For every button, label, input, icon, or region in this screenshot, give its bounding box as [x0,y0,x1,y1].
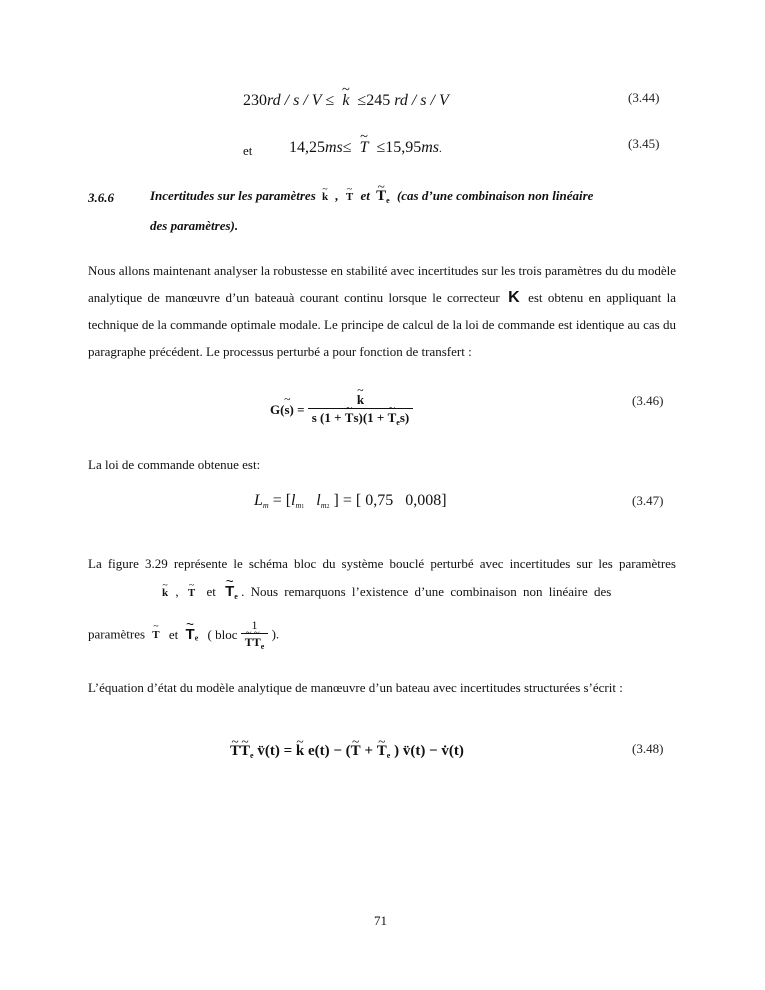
eq346-den-e: s) [399,410,410,425]
p4-fraction [241,618,269,651]
section-title-a: Incertitudes sur les paramètres [150,188,316,203]
p1-text-a: Nous allons maintenant analyser la robustesse en stabilité avec incertitudes sur les trois paramètres du du modèle analytique de manœuvre d’un bateauà courant continu lorsque le correcteur [88,263,676,305]
eq346-den-c: s)(1 + [353,410,388,425]
eq345-le2: ≤ [376,139,386,156]
p3-param-Te-sub: e [234,592,238,601]
eq346-den-a: s (1 + [311,410,345,425]
p1-K: K [508,289,520,306]
eq348-k: ~ k [296,743,304,760]
eq347-l2-sub-2: 2 [326,504,330,510]
eq346-den-T: ~ T [345,410,354,426]
p4-param-Te: ~ T [186,626,195,643]
eq345-var-T: ~ T [360,139,369,157]
eq347-l2-sub [321,501,330,510]
equation-3-48 [230,743,464,760]
eq348-i: ) v̈(t) − v̇(t) [390,743,464,759]
section-title-line2: des paramètres). [150,218,239,233]
section-param-T: ~ T [346,191,353,203]
eq348-c: v̈(t) = [253,743,296,759]
eq345-rhs: 15,95 [385,139,422,156]
p3-params-line [88,583,611,601]
p4-end: ). [271,626,280,642]
paragraph-state-equation: L’équation d’état du modèle analytique de manœuvre d’un bateau avec incertitudes structurées s’écrit : [88,680,623,695]
eq345-prefix: et [243,143,253,158]
eq347-l1: l [291,492,296,509]
eq345-lhs: 14,25 [289,139,325,156]
equation-3-44 [243,92,449,110]
eq346-fraction [308,392,413,427]
p4-denominator [241,633,269,651]
eq347-l2: l [316,492,321,509]
eq345-end: . [439,143,442,155]
p4-text-a: paramètres [88,626,146,642]
section-param-Te-letter: T [376,188,387,204]
equation-number-3-48: (3.48) [632,741,664,756]
p4-param-Te-sub: e [194,633,199,643]
p3-text-a: La figure 3.29 représente le schéma bloc du système bouclé perturbé avec incertitudes sur les paramètres [88,556,676,571]
p4-param-T: ~ T [152,629,159,641]
eq348-Te2: ~ T [377,743,387,760]
paragraph-figure-ref [88,550,676,577]
page-number: 71 [374,913,387,928]
p4-den-sub: e [260,642,265,651]
eq348-T: ~ T [230,743,240,760]
p4-den-Te: ~ T [253,635,261,650]
eq348-Te-sub: e [250,751,254,760]
p4-numerator: 1 [251,618,258,632]
eq344-lhs: 230 [243,92,267,109]
section-param-Te-sub: e [386,196,390,205]
p4-bloc: ( bloc [207,626,238,642]
section-et: et [360,188,370,203]
paragraph-control-law: La loi de commande obtenue est: [88,457,261,472]
eq347-l1-sub-m: m [295,501,302,510]
equation-number-3-46: (3.46) [632,393,664,408]
eq345-unit-lhs: ms [325,139,343,156]
section-number: 3.6.6 [88,190,114,205]
section-title-b: (cas d’une combinaison non linéaire [396,188,594,203]
eq347-mid-a: = [ [272,492,292,509]
equation-3-46 [270,392,413,427]
eq346-den-sub: e [396,418,400,427]
equation-number-3-47: (3.47) [632,493,664,508]
eq344-rhs: 245 [366,92,391,109]
eq347-L-sub: m [262,501,269,510]
eq346-num-k: ~ k [357,392,364,408]
eq346-numerator [308,392,413,408]
p4-line [88,618,279,651]
eq344-var-k: ~ k [342,92,349,110]
p1-text-b: est obtenu en appliquant la technique de la commande optimale modale. Le principe de calcul de la loi de commande est identique au cas du paragraphe précédent. Le processus perturbé a pour fonction de transfert : [88,290,677,359]
p4-et: et [168,626,179,642]
eq348-g: + [360,743,377,759]
eq347-mid-b: ] = [ 0,75 0,008] [333,492,447,509]
p3-param-T: ~ T [188,587,195,599]
eq348-T2: ~ T [351,743,361,760]
eq346-lhs: ~ G(s) = [270,402,305,418]
eq346-denominator [308,408,413,427]
paragraph-robustness [88,257,676,365]
eq344-unit-rhs: rd / s / V [394,92,449,109]
section-param-k: ~ k [322,191,328,203]
p3-text-b: . Nous remarquons l’existence d’une combinaison non linéaire des [241,584,612,599]
eq346-den-Te: ~ T [388,410,397,426]
equation-number-3-45: (3.45) [628,136,660,151]
eq348-Te: ~ T [240,743,250,760]
section-param-Te [376,188,386,205]
eq347-l2-sub-m: m [320,501,327,510]
eq345-unit-rhs: ms [421,139,440,156]
eq347-l1-sub-1: 1 [301,504,305,510]
eq347-L: L [254,492,263,509]
eq348-Te2-sub: e [386,751,391,760]
equation-3-47 [254,492,447,510]
p3-param-k: ~ k [162,587,168,599]
p3-comma: , [175,584,179,599]
eq344-le2: ≤ [357,92,367,109]
p3-et: et [206,584,216,599]
eq344-unit-lhs: rd / s / V [267,92,322,109]
p4-den-T: ~ T [245,635,253,650]
section-title [150,188,678,205]
eq347-l1-sub [296,501,305,510]
eq345-le1: ≤ [342,139,352,156]
equation-number-3-44: (3.44) [628,90,660,105]
eq344-le1: ≤ [325,92,335,109]
section-comma: , [335,188,339,203]
p3-param-Te: ~ T [225,583,234,600]
equation-3-45 [289,139,442,157]
eq348-e: e(t) − ( [304,743,351,759]
